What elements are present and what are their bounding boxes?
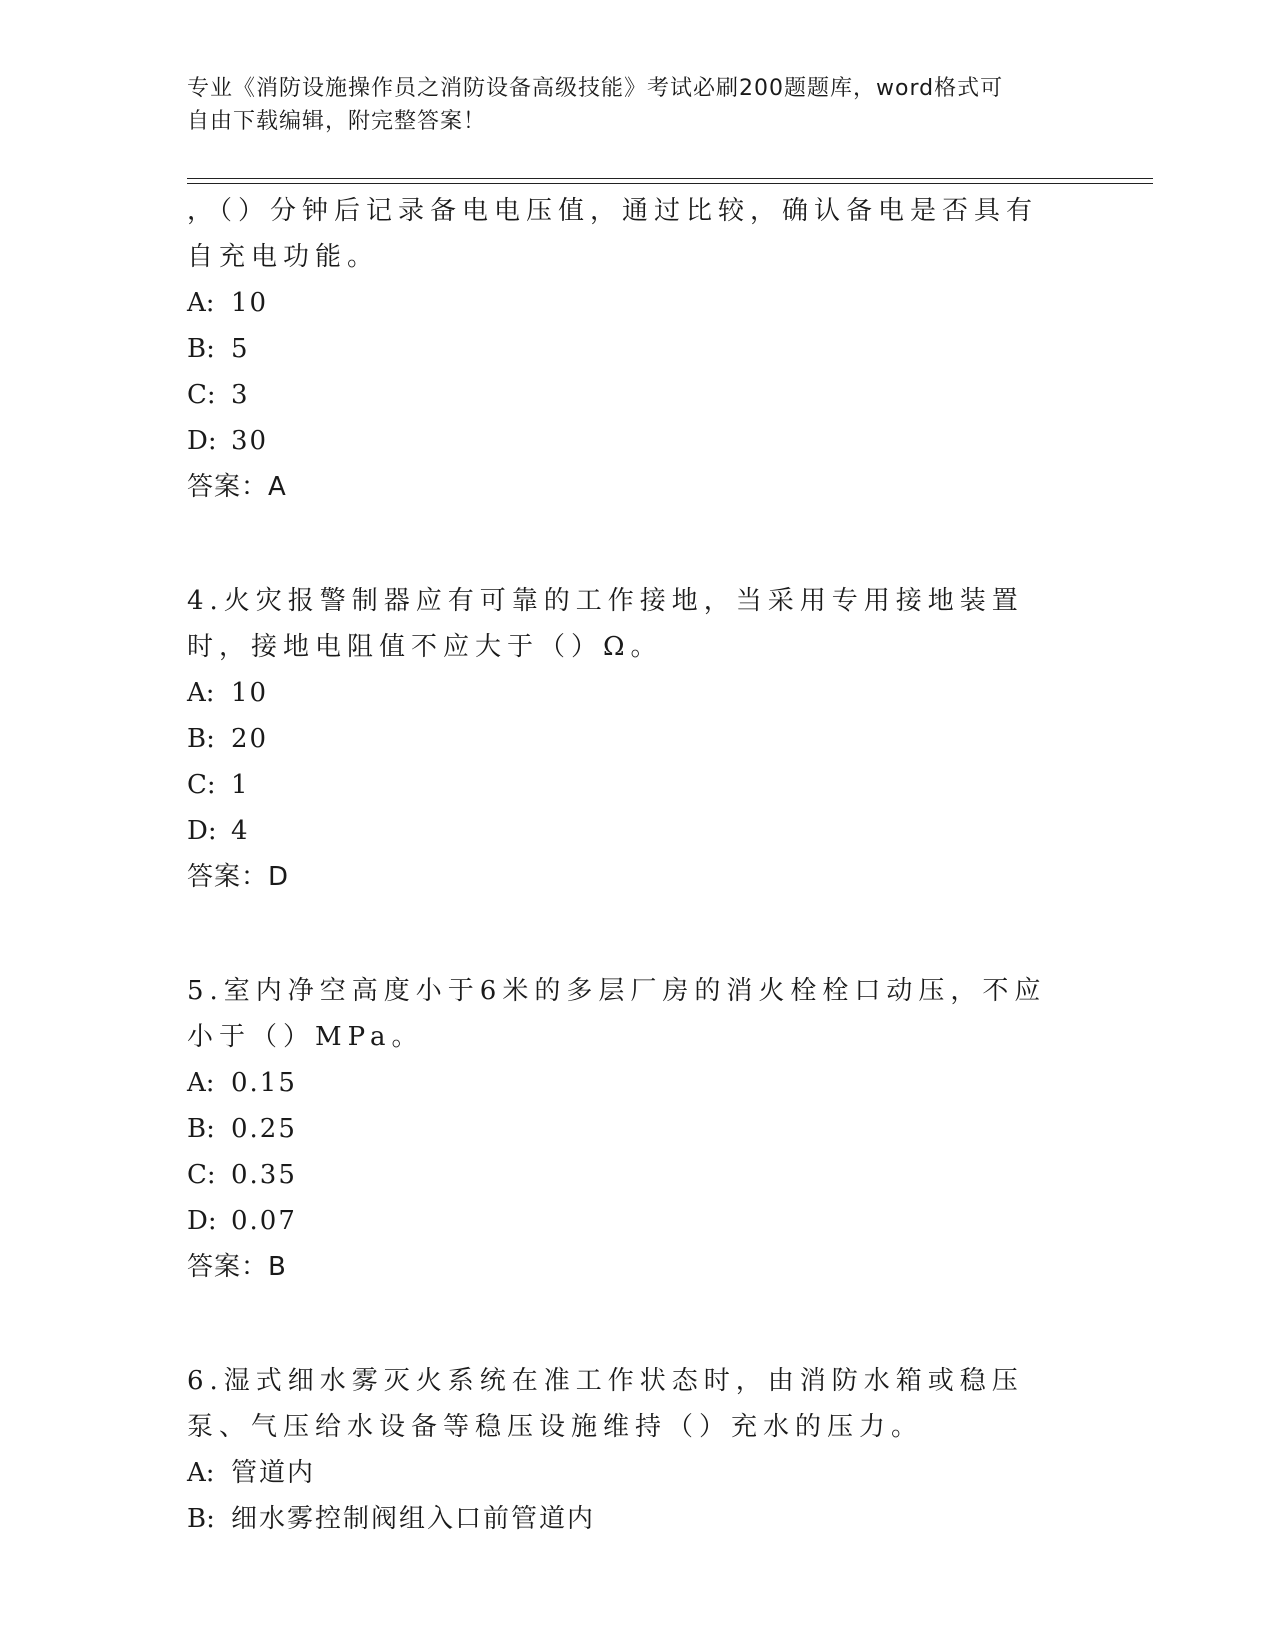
option-label: B: (187, 334, 215, 364)
option-label: C: (187, 380, 216, 410)
option-b (187, 716, 1067, 762)
option-value: 4 (231, 816, 250, 846)
option-a (187, 280, 1067, 326)
option-d (187, 1198, 1067, 1244)
answer-line: 答案：A (187, 472, 287, 502)
option-label: D: (187, 1206, 217, 1236)
document-header (187, 72, 1067, 138)
option-value: 细水雾控制阀组入口前管道内 (231, 1504, 596, 1534)
question-text: ，（）分钟后记录备电电压值，通过比较，确认备电是否具有自充电功能。 (187, 196, 1039, 272)
question-item (187, 188, 1067, 510)
option-value: 0.25 (231, 1114, 297, 1144)
option-c (187, 372, 1067, 418)
option-label: B: (187, 1504, 215, 1534)
option-a (187, 670, 1067, 716)
question-item (187, 1358, 1067, 1542)
answer-line: 答案：B (187, 1252, 287, 1282)
option-value: 3 (231, 380, 250, 410)
header-divider-bottom (187, 183, 1153, 184)
option-value: 10 (231, 288, 269, 318)
question-text: 4.火灾报警制器应有可靠的工作接地，当采用专用接地装置时，接地电阻值不应大于（）Ω。 (187, 586, 1024, 662)
option-value: 0.07 (231, 1206, 297, 1236)
question-text: 5.室内净空高度小于6米的多层厂房的消火栓栓口动压，不应小于（）MPa。 (187, 976, 1047, 1052)
option-d (187, 418, 1067, 464)
option-label: B: (187, 1114, 215, 1144)
option-a (187, 1450, 1067, 1496)
question-item (187, 968, 1067, 1290)
option-c (187, 1152, 1067, 1198)
question-item (187, 578, 1067, 900)
answer-line: 答案：D (187, 862, 290, 892)
option-value: 1 (231, 770, 250, 800)
option-value: 20 (231, 724, 269, 754)
option-label: A: (187, 1458, 215, 1488)
option-d (187, 808, 1067, 854)
option-label: C: (187, 1160, 216, 1190)
option-label: A: (187, 1068, 215, 1098)
header-line-1: 专业《消防设施操作员之消防设备高级技能》考试必刷200题题库，word格式可 (187, 76, 1004, 101)
option-label: A: (187, 678, 215, 708)
option-a (187, 1060, 1067, 1106)
option-label: D: (187, 426, 217, 456)
option-value: 30 (231, 426, 269, 456)
option-label: D: (187, 816, 217, 846)
option-value: 0.35 (231, 1160, 297, 1190)
option-b (187, 1496, 1067, 1542)
option-b (187, 326, 1067, 372)
header-line-2: 自由下载编辑，附完整答案！ (187, 109, 487, 134)
option-value: 0.15 (231, 1068, 297, 1098)
header-divider-top (187, 178, 1153, 179)
option-value: 10 (231, 678, 269, 708)
option-b (187, 1106, 1067, 1152)
option-value: 5 (231, 334, 250, 364)
option-label: B: (187, 724, 215, 754)
option-c (187, 762, 1067, 808)
question-text: 6.湿式细水雾灭火系统在准工作状态时，由消防水箱或稳压泵、气压给水设备等稳压设施维持（）充水的压力。 (187, 1366, 1024, 1442)
option-label: A: (187, 288, 215, 318)
option-value: 管道内 (231, 1458, 316, 1488)
option-label: C: (187, 770, 216, 800)
question-list (187, 188, 1067, 1542)
